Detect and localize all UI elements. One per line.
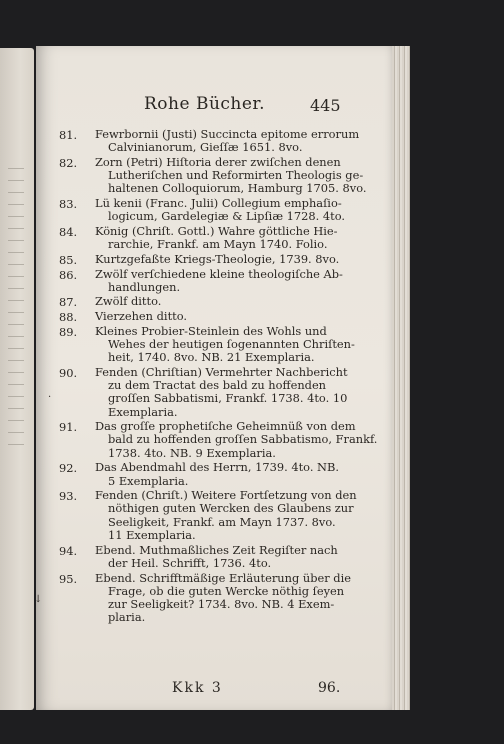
catalog-entry (44, 544, 389, 570)
entry-number: 85. (59, 252, 78, 267)
entry-line: Zwölf ditto. (95, 294, 162, 309)
entry-number: 93. (59, 489, 78, 504)
catalog-entry (44, 253, 389, 266)
entry-line: Frage, ob die guten Wercke nöthig ſeyen (108, 583, 345, 598)
entry-line: 1738. 4to. NB. 9 Exemplaria. (108, 445, 276, 460)
entry-line: haltenen Colloquiorum, Hamburg 1705. 8vo. (108, 181, 367, 196)
entry-line: Vierzehen ditto. (95, 309, 187, 324)
catalog-entry (44, 489, 389, 542)
catalog-entry (44, 225, 389, 251)
entry-line: Das groſſe prophetiſche Geheimnüß von dem (95, 419, 356, 434)
entry-line: Wehes der heutigen ſogenannten Chriſten- (108, 337, 355, 352)
entry-number: 86. (59, 267, 78, 282)
page-block-edge (392, 46, 410, 710)
entry-line: Lutheriſchen und Reformirten Theologis ge- (108, 168, 364, 183)
margin-check-mark: ↓ (34, 594, 43, 605)
catalog-entries (44, 128, 389, 626)
page-header (36, 94, 392, 118)
entry-line: Ebend. Schrifftmäßige Erläuterung über die (95, 570, 351, 585)
entry-number: 90. (59, 365, 78, 380)
entry-number: 83. (59, 197, 78, 212)
catalog-entry (44, 325, 389, 365)
page-number: 445 (310, 96, 341, 115)
entry-line: zu dem Tractat des bald zu hoffenden (108, 378, 327, 393)
catchword: 96. (318, 680, 341, 696)
entry-number: 84. (59, 224, 78, 239)
entry-number: 81. (59, 128, 78, 142)
entry-line: logicum, Gardelegiæ & Lipſiæ 1728. 4to. (108, 209, 345, 224)
entry-number: 82. (59, 155, 78, 170)
margin-dot: · (48, 392, 52, 403)
entry-line: 11 Exemplaria. (108, 527, 196, 542)
catalog-entry (44, 268, 389, 294)
entry-line: Fenden (Chriſtian) Vermehrter Nachbericht (95, 364, 348, 379)
facing-page-text-fragments (8, 168, 28, 456)
facing-page-edge (0, 48, 34, 710)
entry-line: Kurtzgefaßte Kriegs-Theologie, 1739. 8vo. (95, 251, 340, 266)
entry-line: Fenden (Chriſt.) Weitere Fortſetzung von den (95, 488, 357, 503)
entry-line: Zorn (Petri) Hiſtoria derer zwiſchen denen (95, 154, 341, 169)
entry-line: Seeligkeit, Frankf. am Mayn 1737. 8vo. (108, 514, 336, 529)
catalog-entry (44, 295, 389, 308)
page-footer (36, 680, 392, 700)
entry-line: 5 Exemplaria. (108, 473, 189, 488)
entry-line: nöthigen guten Wercken des Glaubens zur (108, 501, 354, 516)
entry-number: 91. (59, 420, 78, 435)
catalog-entry (44, 310, 389, 323)
running-title: Rohe Bücher. (144, 94, 266, 114)
signature-mark: Kkk 3 (172, 680, 223, 696)
entry-line: groſſen Sabbatismi, Frankf. 1738. 4to. 10 (108, 391, 348, 406)
entry-number: 92. (59, 461, 78, 476)
catalog-entry (44, 128, 389, 154)
entry-line: Ebend. Muthmaßliches Zeit Regiſter nach (95, 542, 338, 557)
entry-line: Kleines Probier-Steinlein des Wohls und (95, 323, 327, 338)
entry-line: rarchie, Frankf. am Mayn 1740. Folio. (108, 237, 328, 252)
entry-line: heit, 1740. 8vo. NB. 21 Exemplaria. (108, 350, 315, 365)
entry-line: Exemplaria. (108, 404, 178, 419)
entry-number: 87. (59, 295, 78, 310)
catalog-entry (44, 366, 389, 419)
book-page (36, 46, 392, 710)
entry-line: Lü kenii (Franc. Julii) Collegium emphaſio- (95, 196, 342, 211)
entry-line: zur Seeligkeit? 1734. 8vo. NB. 4 Exem- (108, 596, 335, 611)
catalog-entry (44, 197, 389, 223)
entry-line: König (Chriſt. Gottl.) Wahre göttliche Hie- (95, 223, 338, 238)
catalog-entry (44, 572, 389, 625)
entry-line: der Heil. Schrifft, 1736. 4to. (108, 555, 272, 570)
entry-line: handlungen. (108, 279, 181, 294)
entry-number: 94. (59, 543, 78, 558)
entry-line: Fewrbornii (Justi) Succincta epitome errorum (95, 127, 360, 141)
entry-number: 89. (59, 324, 78, 339)
entry-line: bald zu hoffenden groſſen Sabbatismo, Frankf. (108, 432, 378, 447)
catalog-entry (44, 420, 389, 460)
entry-number: 95. (59, 571, 78, 586)
entry-line: Zwölf verſchiedene kleine theologiſche Ab- (95, 266, 343, 281)
entry-line: plaria. (108, 610, 146, 625)
catalog-entry (44, 156, 389, 196)
entry-line: Das Abendmahl des Herrn, 1739. 4to. NB. (95, 460, 340, 475)
entry-number: 88. (59, 310, 78, 325)
entry-line: Calvinianorum, Gieſſæ 1651. 8vo. (108, 140, 303, 155)
catalog-entry (44, 461, 389, 487)
